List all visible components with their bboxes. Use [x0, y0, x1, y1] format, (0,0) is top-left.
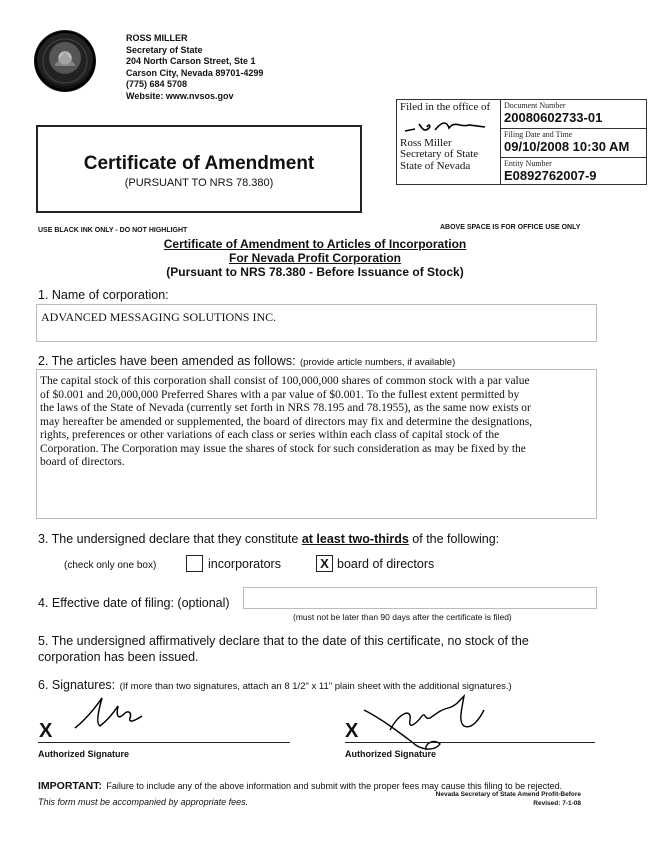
important-label: IMPORTANT:	[38, 780, 102, 792]
signature-1-line	[38, 742, 290, 743]
secretary-name: ROSS MILLER	[126, 33, 188, 43]
stamp-filed-in: Filed in the office of	[400, 101, 491, 113]
signature-1-x: X	[39, 720, 53, 742]
filing-date-cell	[501, 129, 646, 158]
stamp-official-1: Ross Miller	[400, 136, 452, 149]
corporation-name-field[interactable]	[36, 304, 597, 342]
address-line-1: 204 North Carson Street, Ste 1	[126, 56, 256, 66]
office-use-note: ABOVE SPACE IS FOR OFFICE USE ONLY	[440, 224, 581, 231]
form-id-line-2: Revised: 7-1-08	[533, 799, 581, 807]
q5-line-1: 5. The undersigned affirmatively declare that to the date of this certificate, no stock of the	[38, 634, 529, 648]
amendment-line: The capital stock of this corporation shall consist of 100,000,000 shares of common stock with a par value	[40, 375, 530, 387]
stamp-official-2: Secretary of State	[400, 148, 479, 160]
filing-date-value: 09/10/2008 10:30 AM	[504, 139, 630, 154]
form-title-line-3: (Pursuant to NRS 78.380 - Before Issuance of Stock)	[166, 265, 464, 279]
q2-label: 2. The articles have been amended as follows:	[38, 354, 296, 368]
form-title-line-1: Certificate of Amendment to Articles of Incorporation	[163, 237, 467, 251]
effective-date-value	[244, 587, 250, 607]
stamp-left-column	[397, 100, 501, 184]
q6-hint: (If more than two signatures, attach an 8 1/2" x 11" plain sheet with the additional signatures.)	[119, 681, 512, 692]
form-title-line-2: For Nevada Profit Corporation	[228, 251, 401, 265]
entity-number-label: Entity Number	[504, 159, 552, 168]
amendment-line: Corporation. The Corporation may issue the shares of stock for such consideration as may be fixed by the	[40, 442, 526, 455]
signature-2-line	[345, 742, 595, 743]
q5-line-2: corporation has been issued.	[38, 650, 199, 664]
board-of-directors-label: board of directors	[337, 557, 435, 571]
amendment-line: rights, preferences or other variations of each class or series within each class of capital stock of the	[40, 429, 500, 441]
q3-label-a: 3. The undersigned declare that they constitute	[38, 532, 299, 546]
document-number-cell	[501, 100, 646, 129]
important-text: Failure to include any of the above information and submit with the proper fees may cause this filing to be rejected.	[106, 781, 563, 791]
form-title	[100, 237, 530, 279]
corporation-name-value: ADVANCED MESSAGING SOLUTIONS INC.	[41, 310, 277, 324]
checkbox-x-mark: X	[320, 556, 329, 571]
board-of-directors-checkbox[interactable]	[316, 555, 333, 572]
official-signature	[399, 116, 499, 138]
q3-label-c: of the following:	[412, 532, 500, 546]
website: Website: www.nvsos.gov	[126, 90, 234, 101]
q2-label-row	[38, 352, 455, 370]
q3-check-hint: (check only one box)	[64, 560, 157, 571]
q3-label	[38, 532, 499, 546]
amendment-text-field[interactable]	[36, 369, 597, 519]
q3-label-b: at least two-thirds	[301, 532, 409, 546]
stamp-right-column	[501, 100, 646, 184]
effective-date-field[interactable]	[243, 587, 597, 609]
q4-label: 4. Effective date of filing: (optional)	[38, 596, 230, 610]
q1-label: 1. Name of corporation:	[38, 288, 169, 302]
amendment-text	[37, 370, 596, 475]
filing-stamp	[396, 99, 647, 185]
amendment-line: may hereafter be amended or supplemented, the board of directors may fix and determine the designations,	[40, 415, 533, 428]
phone-number: (775) 684 5708	[126, 79, 188, 89]
amendment-line: the laws of the State of Nevada (currently set forth in NRS 78.195 and 78.1955), as the same now exists or	[40, 402, 531, 414]
q2-hint: (provide article numbers, if available)	[300, 357, 456, 368]
office-address-block	[126, 33, 263, 102]
certificate-heading-box	[36, 125, 362, 213]
signature-2-label: Authorized Signature	[345, 749, 437, 759]
signature-1-icon	[70, 690, 170, 740]
certificate-title: Certificate of Amendment	[83, 153, 315, 174]
q4-hint: (must not be later than 90 days after the certificate is filed)	[293, 612, 512, 622]
stamp-official-3: State of Nevada	[400, 159, 471, 172]
seal-ring	[34, 30, 96, 92]
ink-note: USE BLACK INK ONLY - DO NOT HIGHLIGHT	[38, 227, 188, 234]
entity-number-cell	[501, 158, 646, 183]
amendment-line: of $0.001 and 20,000,000 Preferred Shares with a par value of $0.001. To the fullest extent permitted by	[40, 388, 520, 401]
secretary-title: Secretary of State	[126, 44, 203, 55]
form-id-line-1: Nevada Secretary of State Amend Profit-Before	[435, 791, 581, 798]
q6-label: 6. Signatures:	[38, 678, 116, 692]
incorporators-checkbox[interactable]	[186, 555, 203, 572]
incorporators-label: incorporators	[208, 557, 281, 571]
signature-2-x: X	[345, 720, 359, 742]
form-identifier	[380, 791, 581, 808]
fees-note: This form must be accompanied by appropriate fees.	[38, 797, 249, 807]
document-number-value: 20080602733-01	[504, 110, 603, 125]
address-line-2: Carson City, Nevada 89701-4299	[126, 67, 264, 78]
certificate-subtitle: (PURSUANT TO NRS 78.380)	[124, 177, 274, 189]
filing-date-label: Filing Date and Time	[504, 130, 573, 139]
signature-1-label: Authorized Signature	[38, 749, 130, 759]
entity-number-value: E0892762007-9	[504, 168, 597, 183]
q5-statement	[38, 633, 529, 665]
document-number-label: Document Number	[504, 101, 566, 110]
amendment-line: board of directors.	[40, 456, 125, 468]
